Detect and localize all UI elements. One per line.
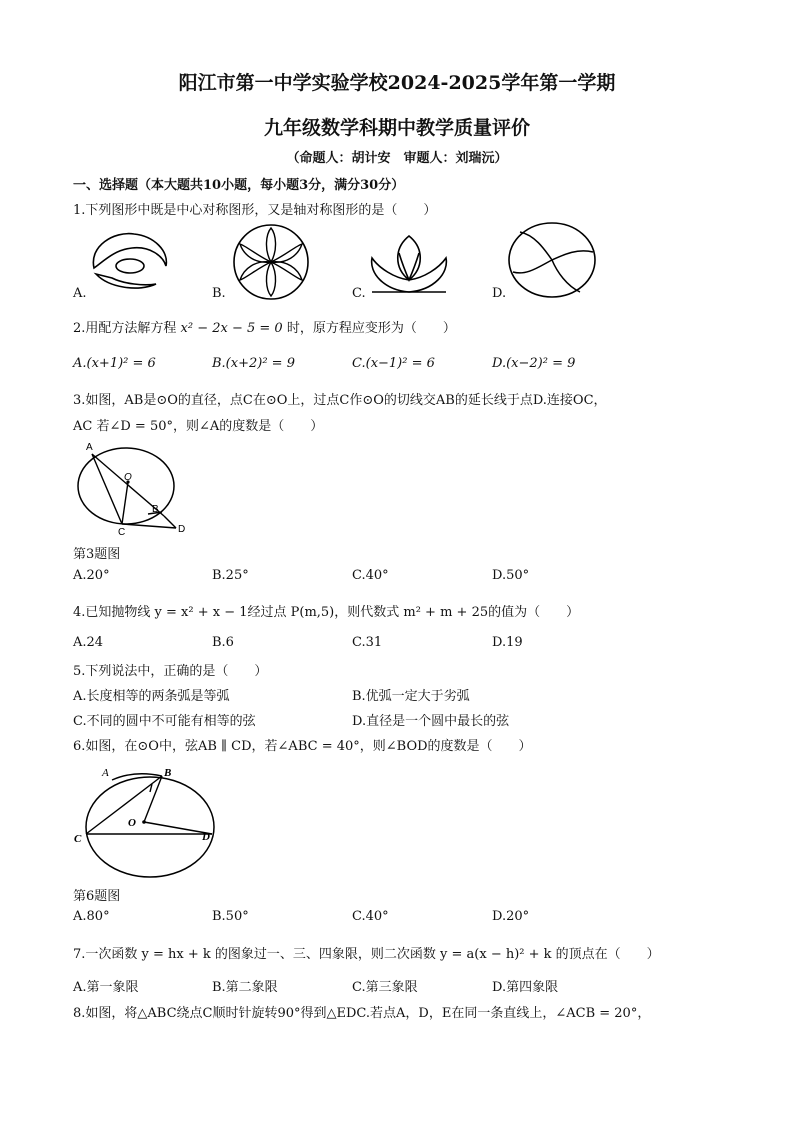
q4-option-b[interactable]: B.6 xyxy=(212,635,234,650)
q3-label-c: C xyxy=(118,527,126,538)
q3-label-d: D xyxy=(178,524,186,535)
q1-option-a[interactable]: A. xyxy=(73,286,87,301)
question-6-stem: 6.如图，在⊙O中，弦AB ∥ CD，若∠ABC = 40°，则∠BOD的度数是（ ） xyxy=(73,739,532,754)
question-7-stem: 7.一次函数 y = hx + k 的图象过一、三、四象限，则二次函数 y = a(x − h)² + k 的顶点在（ ） xyxy=(73,947,660,962)
q6-label-a: A xyxy=(102,767,109,779)
q3-label-o: O xyxy=(124,472,132,483)
q6-option-b[interactable]: B.50° xyxy=(212,909,249,924)
q5-option-c[interactable]: C.不同的圆中不可能有相等的弦 xyxy=(73,714,256,729)
q6-figure xyxy=(72,762,222,877)
q1-figure-d xyxy=(505,220,600,300)
q4-option-c[interactable]: C.31 xyxy=(352,635,383,650)
q6-figure-caption: 第6题图 xyxy=(73,889,121,904)
q3-option-a[interactable]: A.20° xyxy=(73,568,110,583)
q7-option-c[interactable]: C.第三象限 xyxy=(352,980,418,995)
q5-option-b[interactable]: B.优弧一定大于劣弧 xyxy=(352,689,470,704)
exam-authors: （命题人：胡计安 审题人：刘瑞沅） xyxy=(286,151,508,166)
q1-option-b[interactable]: B. xyxy=(212,286,226,301)
q5-option-a[interactable]: A.长度相等的两条弧是等弧 xyxy=(73,689,230,704)
q2-equation: x² − 2x − 5 = 0 xyxy=(180,321,283,336)
q2-stem-post: 时，原方程应变形为（ ） xyxy=(286,321,456,336)
question-4-stem: 4.已知抛物线 y = x² + x − 1经过点 P(m,5)，则代数式 m² + m + 25的值为（ ） xyxy=(73,605,580,620)
question-3-stem-line1: 3.如图，AB是⊙O的直径，点C在⊙O上，过点C作⊙O的切线交AB的延长线于点D.连接OC， xyxy=(73,393,607,408)
q4-option-a[interactable]: A.24 xyxy=(73,635,104,650)
q7-option-d[interactable]: D.第四象限 xyxy=(492,980,559,995)
section-heading-choice: 一、选择题（本大题共10小题，每小题3分，满分30分） xyxy=(73,178,405,193)
q2-stem-pre: 2.用配方法解方程 xyxy=(73,321,177,336)
question-1-stem: 1.下列图形中既是中心对称图形，又是轴对称图形的是（ ） xyxy=(73,203,437,218)
q1-figure-b xyxy=(226,222,316,302)
exam-title-line2: 九年级数学科期中教学质量评价 xyxy=(263,117,530,139)
q3-label-a: A xyxy=(86,442,93,453)
q1-figure-a xyxy=(84,226,174,296)
q6-label-c: C xyxy=(74,833,82,845)
q2-option-a[interactable]: A.(x+1)² = 6 xyxy=(73,356,156,371)
q2-option-b[interactable]: B.(x+2)² = 9 xyxy=(212,356,295,371)
q6-option-d[interactable]: D.20° xyxy=(492,909,530,924)
q3-option-c[interactable]: C.40° xyxy=(352,568,389,583)
q6-label-d: D xyxy=(202,831,210,843)
q3-label-b: B xyxy=(152,504,159,515)
q3-option-d[interactable]: D.50° xyxy=(492,568,530,583)
q3-figure xyxy=(76,438,186,538)
q3-option-b[interactable]: B.25° xyxy=(212,568,249,583)
q1-option-c[interactable]: C. xyxy=(352,286,366,301)
question-3-stem-line2: AC 若∠D = 50°，则∠A的度数是（ ） xyxy=(73,419,324,434)
q1-figure-c xyxy=(364,228,454,298)
question-2-stem xyxy=(73,317,456,336)
q6-option-a[interactable]: A.80° xyxy=(73,909,110,924)
q6-option-c[interactable]: C.40° xyxy=(352,909,389,924)
q2-option-d[interactable]: D.(x−2)² = 9 xyxy=(492,356,576,371)
q7-option-a[interactable]: A.第一象限 xyxy=(73,980,139,995)
q2-option-c[interactable]: C.(x−1)² = 6 xyxy=(352,356,435,371)
q6-label-o: O xyxy=(128,817,136,829)
q3-figure-caption: 第3题图 xyxy=(73,547,121,562)
q7-option-b[interactable]: B.第二象限 xyxy=(212,980,278,995)
question-8-stem: 8.如图，将△ABC绕点C顺时针旋转90°得到△EDC.若点A，D，E在同一条直线上，∠ACB = 20°， xyxy=(73,1006,651,1021)
q5-option-d[interactable]: D.直径是一个圆中最长的弦 xyxy=(352,714,510,729)
exam-title-line1: 阳江市第一中学实验学校2024-2025学年第一学期 xyxy=(178,72,616,94)
q4-option-d[interactable]: D.19 xyxy=(492,635,523,650)
question-5-stem: 5.下列说法中，正确的是（ ） xyxy=(73,664,268,679)
q6-label-b: B xyxy=(164,767,172,779)
q1-option-d[interactable]: D. xyxy=(492,286,507,301)
